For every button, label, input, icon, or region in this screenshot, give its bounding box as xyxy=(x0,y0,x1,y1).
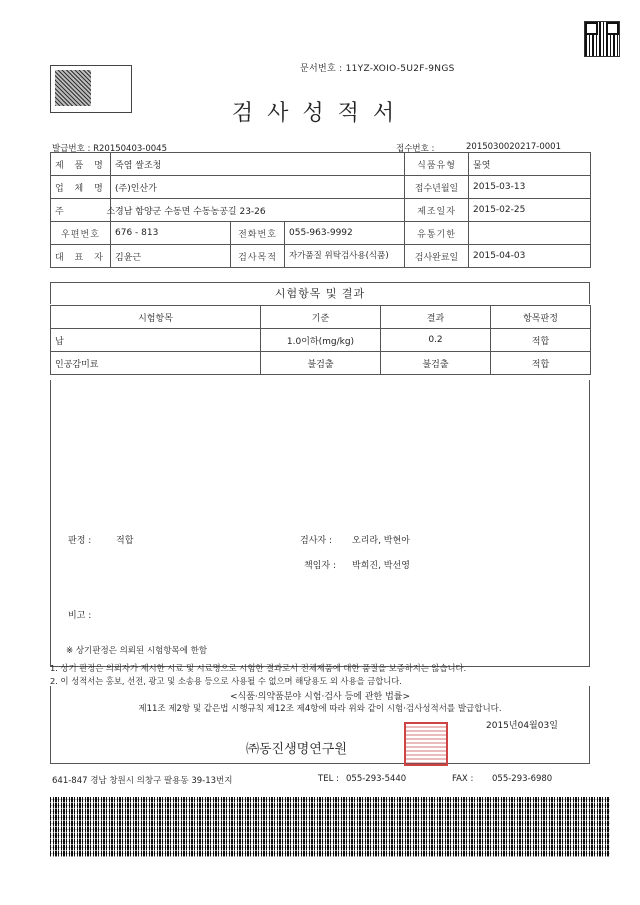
manager-label: 책임자 : xyxy=(304,561,336,571)
inspection-purpose: 자가품질 위탁검사용(식품) xyxy=(285,245,405,268)
table-row xyxy=(51,176,591,199)
institute-name: ㈜동진생명연구원 xyxy=(246,742,347,757)
product-name-label: 제 품 명 xyxy=(51,153,111,176)
verdict-label: 판정 : xyxy=(68,536,92,546)
table-row xyxy=(51,245,591,268)
phone-number: 055-963-9992 xyxy=(285,222,405,245)
column-header: 시험항목 xyxy=(51,306,261,329)
test-result: 불검출 xyxy=(381,352,491,375)
footer-address: 641-847 경남 창원시 의창구 팔용동 39-13번지 xyxy=(52,776,233,786)
test-item: 납 xyxy=(51,329,261,352)
note-1: 1. 상기 판정은 의뢰자가 제시한 시료 및 시료명으로 시험한 결과로서 전체제품에 대한 품질을 보증하지는 않습니다. xyxy=(50,663,467,673)
law-text: 제11조 제2항 및 같은법 시행규칙 제12조 제4항에 따라 위와 같이 시험·검사성적서를 발급합니다. xyxy=(138,704,502,714)
table-row xyxy=(51,153,591,176)
test-standard: 1.0이하(mg/kg) xyxy=(261,329,381,352)
purpose-label: 검사목적 xyxy=(231,245,285,268)
receipt-date: 2015-03-13 xyxy=(469,176,591,199)
results-section-title: 시험항목 및 결과 xyxy=(50,282,590,304)
note-2: 2. 이 성적서는 홍보, 선전, 광고 및 소송용 등으로 사용될 수 없으며 해당용도 외 사용을 금합니다. xyxy=(50,676,402,686)
column-header: 결과 xyxy=(381,306,491,329)
inspector-names: 오리라, 박현아 xyxy=(352,536,410,546)
done-date-label: 검사완료일 xyxy=(405,245,469,268)
zip-label: 우편번호 xyxy=(51,222,111,245)
results-table xyxy=(50,305,591,375)
column-header: 항목판정 xyxy=(491,306,591,329)
remark-label: 비고 : xyxy=(68,611,92,621)
test-item: 인공감미료 xyxy=(51,352,261,375)
issue-number: 발급번호 : R20150403-0045 xyxy=(52,144,167,154)
product-info-table xyxy=(50,152,591,268)
test-standard: 불검출 xyxy=(261,352,381,375)
table-row xyxy=(51,352,591,375)
law-title: <식품·의약품분야 시험·검사 등에 관한 법률> xyxy=(229,692,411,702)
document-number: 문서번호 : 11YZ-XOIO-5U2F-9NGS xyxy=(300,64,455,74)
table-row xyxy=(51,199,591,222)
column-header: 기준 xyxy=(261,306,381,329)
issue-date: 2015년04월03일 xyxy=(486,721,558,731)
done-date: 2015-04-03 xyxy=(469,245,591,268)
test-verdict: 적합 xyxy=(491,352,591,375)
qr-code xyxy=(585,22,619,56)
verdict-area xyxy=(50,380,590,667)
mfg-date: 2015-02-25 xyxy=(469,199,591,222)
official-seal-icon xyxy=(404,722,448,766)
2d-barcode xyxy=(50,797,610,857)
expiry-date xyxy=(469,222,591,245)
zip-code: 676 - 813 xyxy=(111,222,231,245)
results-header-row xyxy=(51,306,591,329)
rep-label: 대 표 자 xyxy=(51,245,111,268)
test-verdict: 적합 xyxy=(491,329,591,352)
mfg-date-label: 제조일자 xyxy=(405,199,469,222)
footer-tel-label: TEL : xyxy=(318,774,339,784)
test-result: 0.2 xyxy=(381,329,491,352)
footer-tel: 055-293-5440 xyxy=(346,774,407,784)
receipt-label: 접수번호 : xyxy=(396,144,435,154)
representative: 김윤근 xyxy=(111,245,231,268)
note-limit: ※ 상기판정은 의뢰된 시험항목에 한함 xyxy=(66,646,208,656)
footer-fax: 055-293-6980 xyxy=(492,774,553,784)
manager-names: 박희진, 박선영 xyxy=(352,561,410,571)
food-type: 물엿 xyxy=(469,153,591,176)
table-row xyxy=(51,222,591,245)
company-label: 업 체 명 xyxy=(51,176,111,199)
table-row xyxy=(51,329,591,352)
verdict-value: 적합 xyxy=(116,536,134,546)
inspector-label: 검사자 : xyxy=(300,536,332,546)
address-label: 주 소 xyxy=(51,199,111,222)
company-name: (주)인산가 xyxy=(111,176,405,199)
expiry-label: 유통기한 xyxy=(405,222,469,245)
product-name: 죽염 쌀조청 xyxy=(111,153,405,176)
receipt-number: 2015030020217-0001 xyxy=(466,142,562,152)
receipt-date-label: 접수년월일 xyxy=(405,176,469,199)
footer-fax-label: FAX : xyxy=(452,774,474,784)
page-title: 검사성적서 xyxy=(231,101,409,126)
phone-label: 전화번호 xyxy=(231,222,285,245)
food-type-label: 식품유형 xyxy=(405,153,469,176)
address: 경남 함양군 수동면 수동농공길 23-26 xyxy=(111,199,405,222)
